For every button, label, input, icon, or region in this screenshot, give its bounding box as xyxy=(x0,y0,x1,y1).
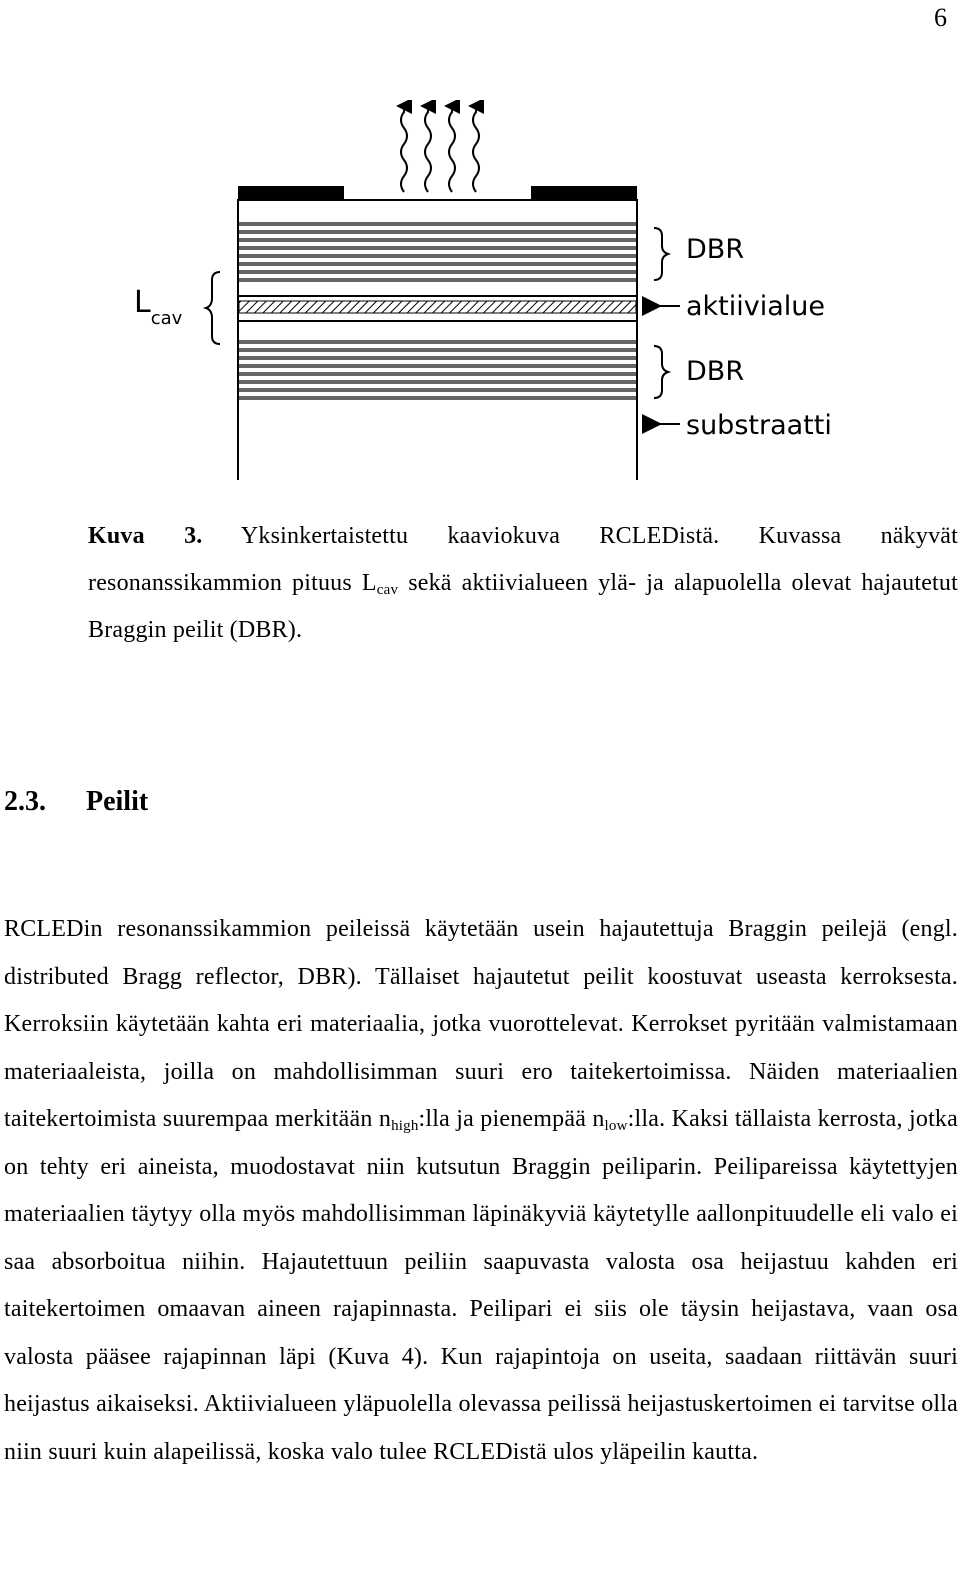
sub-high: high xyxy=(391,1118,419,1134)
label-dbr-top: DBR xyxy=(686,234,745,265)
emitted-light-waves xyxy=(401,106,479,192)
brace-dbr-bottom xyxy=(654,346,668,398)
label-dbr-bottom: DBR xyxy=(686,356,745,387)
body-text-1: RCLEDin resonanssikammion peileissä käytetään usein hajautettuja Braggin peilejä (engl. distributed Bragg reflector, DBR). Tällaiset hajautetut peilit koostuvat useasta kerroksesta. Kerroksiin käytetään kahta eri materiaalia, jotka vuorottelevat. Kerrokset pyritään valmistamaan materiaaleista, joilla on mahdollisimman suuri ero taitekertoimissa. Näiden materiaalien taitekertoimista suurempaa merkitään n xyxy=(4,916,958,1132)
sub-low: low xyxy=(604,1118,628,1134)
section-number: 2.3. xyxy=(4,786,46,817)
section-heading xyxy=(4,780,148,824)
brace-dbr-top xyxy=(654,228,668,280)
top-contact-left xyxy=(238,186,344,200)
top-contact-right xyxy=(531,186,637,200)
brace-lcav xyxy=(206,272,220,344)
label-lcav-sub: cav xyxy=(150,308,183,329)
body-text-2: :lla ja pienempää n xyxy=(418,1106,605,1132)
light-wave-1 xyxy=(401,106,407,192)
section-title: Peilit xyxy=(86,786,149,817)
caption-sub-cav: cav xyxy=(376,582,399,598)
figure-caption xyxy=(88,513,958,654)
rcled-diagram xyxy=(0,100,960,480)
label-substrate: substraatti xyxy=(686,410,832,441)
caption-text-2: sekä aktiivialueen ylä- ja alapuolella olevat hajautetut Braggin peilit (DBR). xyxy=(88,570,958,643)
body-paragraph xyxy=(4,906,958,1476)
label-lcav xyxy=(134,285,183,329)
light-wave-4 xyxy=(473,106,479,192)
light-wave-2 xyxy=(425,106,431,192)
label-active-region: aktiivialue xyxy=(686,291,826,322)
caption-lead: Kuva 3. xyxy=(88,523,203,549)
body-text-3: :lla. Kaksi tällaista kerrosta, jotka on tehty eri aineista, muodostavat niin kutsutun Braggin peiliparin. Peilipareissa käytettyjen materiaalien täytyy olla myös mahdollisimman läpinäkyviä käytetylle aallonpituudelle eli valo ei saa absorboitua niihin. Hajautettuun peiliin saapuvasta valosta osa heijastuu kahden eri taitekertoimen omaavan aineen rajapinnasta. Peilipari ei siis ole täysin heijastava, vaan osa valosta pääsee rajapinnan läpi (Kuva 4). Kun rajapintoja on useita, saadaan riittävän suuri heijastus aikaiseksi. Aktiivialueen yläpuolella olevassa peilissä heijastuskertoimen ei tarvitse olla niin suuri kuin alapeilissä, koska valo tulee RCLEDistä ulos yläpeilin kautta. xyxy=(4,1106,958,1465)
active-region xyxy=(239,301,636,313)
page-number: 6 xyxy=(934,3,947,32)
caption-text-1: Yksinkertaistettu kaaviokuva RCLEDistä. Kuvassa näkyvät resonanssikammion pituus L xyxy=(88,523,958,596)
label-lcav-main: L xyxy=(134,285,151,320)
light-wave-3 xyxy=(449,106,455,192)
